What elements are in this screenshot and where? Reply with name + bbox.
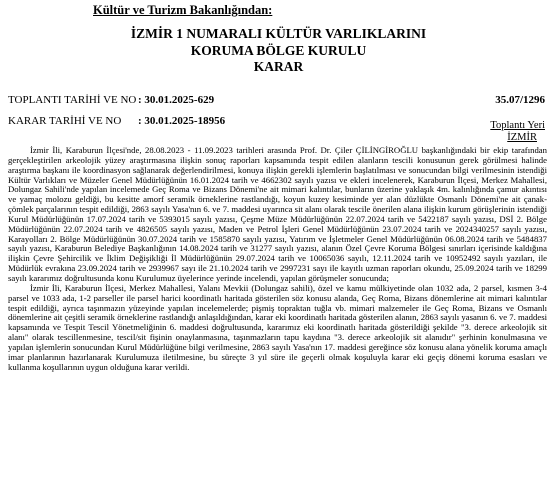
meeting-number: 35.07/1296 — [495, 94, 545, 106]
body-paragraph-1: İzmir İli, Karaburun İlçesi'nde, 28.08.2023 - 11.09.2023 tarihleri arasında Prof. Dr. Çiler ÇİLİNGİROĞLU başkanlığındaki bir ekip tarafından gerçekleştirilen arkeolojik yüzey araştırmasına ilişkin sonuç raporları kapsamında tespit edilen alanların tescili konusunun gerek görülmesi halinde araştırma başkanı ile koordinasyon sağlanarak değerlendirilmesi, konuya ilişkin gerekli işlemlerin başlatılması ve sonucundan bilgi verilmesinin istendiği Kültür Varlıkları ve Müzeler Genel Müdürlüğünün 16.01.2024 tarih ve 4662302 sayılı yazısı ve ekleri incelenerek, Karaburun İlçesi, Merkez Mahallesi, Dolungaz Sahili'nde yapılan incelemede Geç Roma ve Bizans Dönemi'ne ait mimari kalıntılar, bunların üzerine yaklaşık 4m. kalınlığında çamur akıntısı ve yamaç molozu geldiği, bu kesitte amorf seramik örneklerine rastlandığı, koyun kuzey kesiminde yer alan düzlükte Osmanlı Dönemi'ne ait çanak-çömlek parçalarının tespit edildiği, 2863 sayılı Yasa'nın 6. ve 7. maddesi uyarınca sit alanı olarak tescile önerilen alana ilişkin kurum görüşlerinin istendiği Kurul Müdürlüğünün 17.07.2024 tarih ve 5393015 sayılı yazısı, Çeşme Müze Müdürlüğünün 22.07.2024 tarih ve 5422187 sayılı yazısı, DSİ 2. Bölge Müdürlüğünün 22.07.2024 tarih ve 4826505 sayılı yazısı, Maden ve Petrol İşleri Genel Müdürlüğünün 23.07.2024 tarih ve 2024340257 sayılı yazısı, Karayolları 2. Bölge Müdürlüğünün 30.07.2024 tarih ve 1585870 sayılı yazısı, Yatırım ve İşletmeler Genel Müdürlüğünün 06.08.2024 tarih ve 5484837 sayılı yazısı, Karaburun Belediye Başkanlığının 14.08.2024 tarih ve 31277 sayılı yazısı, alanın Özel Çevre Koruma Bölgesi sınırları içerisinde kaldığına ilişkin Çevre Şehircilik ve İklim Değişikliği İl Müdürlüğünün 29.07.2024 tarih ve 10065036 sayılı, 12.11.2024 tarih ve 10952492 sayılı yazıları, ile Müdürlük evrakına 23.09.2024 tarih ve 2939967 sayı ile 21.10.2024 tarih ve 2997231 sayı ile kayıtlı uzman raporları okundu, 25.09.2024 tarih ve 18299 sayılı kararımız doğrultusunda konu Kurulumuz üyelerince yerinde incelendi, yapılan görüşmeler sonucunda; — [8, 145, 547, 283]
document-heading — [0, 26, 557, 76]
location-label: Toplantı Yeri — [490, 120, 545, 131]
heading-line-3: KARAR — [253, 59, 304, 74]
decision-label: KARAR TARİHİ VE NO — [8, 115, 122, 127]
heading-line-1: İZMİR 1 NUMARALI KÜLTÜR VARLIKLARINI — [130, 26, 427, 41]
decision-body — [8, 146, 547, 372]
heading-line-2: KORUMA BÖLGE KURULU — [190, 42, 367, 58]
body-paragraph-2: İzmir İli, Karaburun İlçesi, Merkez Mahallesi, Yalanı Mevkii (Dolungaz sahili), özel ve kamu mülkiyetinde olan 1032 ada, 2 parsel, kısmen 3-4 parsel ve 1033 ada, 1-2 parseller ile parsel harici koordinatlı haritada gösterilen söz konusu alanda, Geç Roma, Bizans dönemlerine ait mimari kalıntılar tespit edildiği, ayrıca taşınmazın yüzeyinde yapılan incelemelerde; pişmiş topraktan tuğla vb. mimari malzemeler ile Geç Roma, Bizans ve Osmanlı dönemlerine ait çeşitli seramik örneklerine rastlandığı anlaşıldığından, karar eki koordinatlı haritada gösterilen alanın, 2863 sayılı yasanın 6. ve 7. maddesi kapsamında ve Tespit Tescil Yönetmeliğinin 6. maddesi doğrultusunda, kararımız eki koordinatlı haritada gösterildiği şekilde "3. derece arkeolojik sit alanı" olarak tescillenmesine, tescil/sit fişinin onaylanmasına, taşınmazların tapu kaydına "3. derece arkeolojik sit alanıdır" şerhinin konulmasına ve yapılan işlemlerin sonucundan Kurul Müdürlüğüne bilgi verilmesine, 2863 sayılı Yasa'nın 17. maddesi gereğince söz konusu alana yönelik koruma amaçlı imar planlarının hazırlanarak Kurulumuza iletilmesine, bu süreçte 3 yıl süre ile geçerli olmak koşuluyla karar eki geçiş dönemi koruma esasları ve kullanma koşullarının uygun olduğuna karar verildi. — [8, 282, 547, 372]
meeting-label: TOPLANTI TARİHİ VE NO — [8, 94, 137, 106]
meeting-value: : 30.01.2025-629 — [138, 94, 215, 106]
location-value: İZMİR — [507, 132, 537, 143]
source-heading: Kültür ve Turizm Bakanlığından: — [93, 3, 273, 17]
decision-value: : 30.01.2025-18956 — [138, 115, 226, 127]
